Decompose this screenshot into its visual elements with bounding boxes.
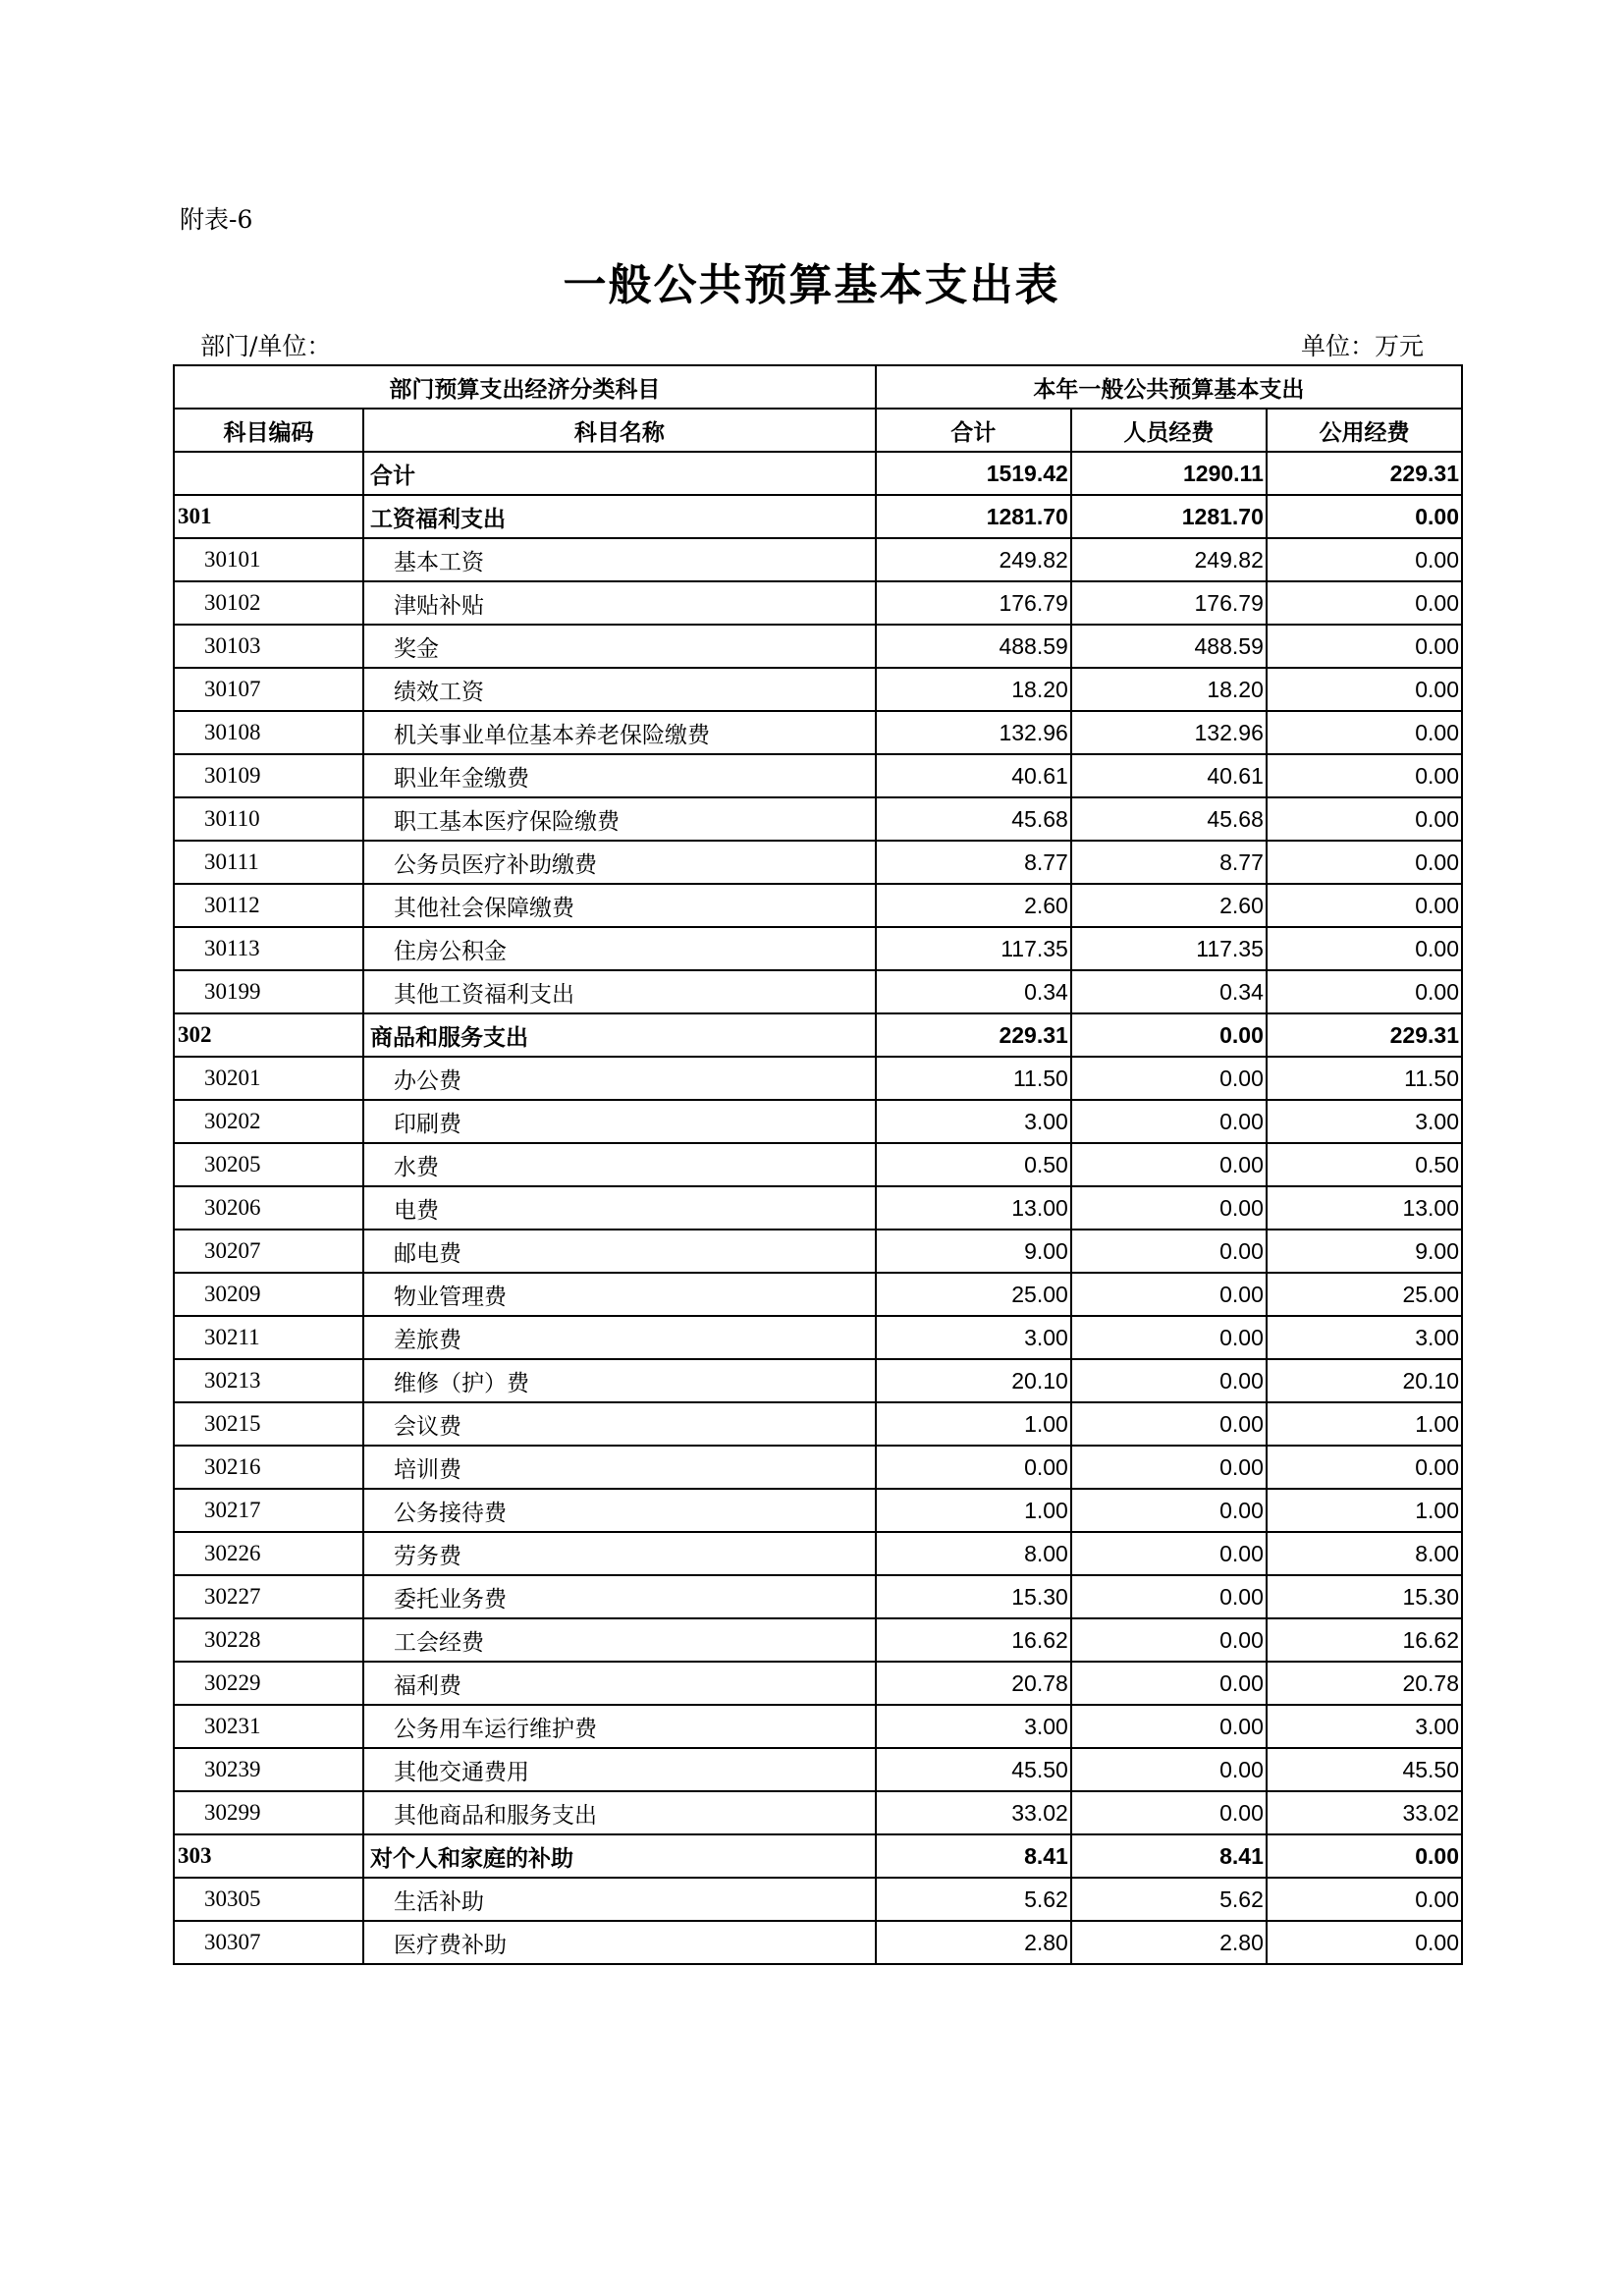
personnel-cost-cell: 8.77 (1071, 841, 1267, 884)
personnel-cost-cell: 0.00 (1071, 1532, 1267, 1575)
public-cost-cell: 0.00 (1267, 1834, 1462, 1878)
personnel-cost-cell: 0.00 (1071, 1316, 1267, 1359)
personnel-cost-cell: 45.68 (1071, 797, 1267, 841)
table-row (174, 538, 1462, 581)
public-cost-cell: 0.00 (1267, 495, 1462, 538)
subject-name-cell: 物业管理费 (363, 1273, 876, 1316)
table-row (174, 754, 1462, 797)
subject-name-cell: 医疗费补助 (363, 1921, 876, 1964)
public-cost-cell: 20.10 (1267, 1359, 1462, 1402)
personnel-cost-cell: 18.20 (1071, 668, 1267, 711)
subject-name-cell: 电费 (363, 1186, 876, 1230)
subject-name-cell: 邮电费 (363, 1230, 876, 1273)
personnel-cost-cell: 1290.11 (1071, 452, 1267, 495)
public-cost-cell: 0.00 (1267, 884, 1462, 927)
subject-name-cell: 对个人和家庭的补助 (363, 1834, 876, 1878)
subject-code-cell: 30231 (174, 1705, 363, 1748)
subject-code-cell: 30107 (174, 668, 363, 711)
table-row (174, 1143, 1462, 1186)
total-cell: 0.34 (876, 970, 1071, 1013)
personnel-cost-cell: 2.60 (1071, 884, 1267, 927)
subject-code-cell: 30101 (174, 538, 363, 581)
total-cell: 1519.42 (876, 452, 1071, 495)
table-row (174, 1359, 1462, 1402)
public-cost-cell: 20.78 (1267, 1662, 1462, 1705)
document-label: 附表-6 (180, 205, 253, 234)
subject-code-cell: 30205 (174, 1143, 363, 1186)
header-subject-name: 科目名称 (363, 409, 876, 452)
subject-name-cell: 基本工资 (363, 538, 876, 581)
header-personnel-cost: 人员经费 (1071, 409, 1267, 452)
subject-name-cell: 委托业务费 (363, 1575, 876, 1618)
personnel-cost-cell: 132.96 (1071, 711, 1267, 754)
total-cell: 117.35 (876, 927, 1071, 970)
public-cost-cell: 0.00 (1267, 581, 1462, 625)
subject-code-cell: 303 (174, 1834, 363, 1878)
subject-name-cell: 其他工资福利支出 (363, 970, 876, 1013)
personnel-cost-cell: 0.00 (1071, 1143, 1267, 1186)
public-cost-cell: 8.00 (1267, 1532, 1462, 1575)
budget-table (173, 364, 1463, 1965)
total-cell: 249.82 (876, 538, 1071, 581)
total-cell: 9.00 (876, 1230, 1071, 1273)
public-cost-cell: 3.00 (1267, 1705, 1462, 1748)
subject-code-cell: 30226 (174, 1532, 363, 1575)
subject-name-cell: 福利费 (363, 1662, 876, 1705)
personnel-cost-cell: 0.00 (1071, 1230, 1267, 1273)
total-cell: 2.60 (876, 884, 1071, 927)
table-row (174, 1791, 1462, 1834)
personnel-cost-cell: 5.62 (1071, 1878, 1267, 1921)
header-public-cost: 公用经费 (1267, 409, 1462, 452)
subject-code-cell: 30215 (174, 1402, 363, 1446)
total-cell: 18.20 (876, 668, 1071, 711)
total-cell: 20.78 (876, 1662, 1071, 1705)
subject-code-cell: 30113 (174, 927, 363, 970)
subject-code-cell: 30217 (174, 1489, 363, 1532)
subject-code-cell: 30207 (174, 1230, 363, 1273)
public-cost-cell: 0.50 (1267, 1143, 1462, 1186)
table-row (174, 1273, 1462, 1316)
subject-name-cell: 生活补助 (363, 1878, 876, 1921)
subject-code-cell: 30209 (174, 1273, 363, 1316)
subject-name-cell: 住房公积金 (363, 927, 876, 970)
subject-name-cell: 劳务费 (363, 1532, 876, 1575)
subject-code-cell: 30307 (174, 1921, 363, 1964)
personnel-cost-cell: 488.59 (1071, 625, 1267, 668)
table-row (174, 1532, 1462, 1575)
personnel-cost-cell: 0.00 (1071, 1489, 1267, 1532)
total-cell: 3.00 (876, 1316, 1071, 1359)
public-cost-cell: 16.62 (1267, 1618, 1462, 1662)
subject-name-cell: 工资福利支出 (363, 495, 876, 538)
table-row (174, 1662, 1462, 1705)
subject-name-cell: 合计 (363, 452, 876, 495)
subject-name-cell: 职业年金缴费 (363, 754, 876, 797)
total-cell: 488.59 (876, 625, 1071, 668)
subject-code-cell: 30206 (174, 1186, 363, 1230)
total-cell: 20.10 (876, 1359, 1071, 1402)
subject-name-cell: 工会经费 (363, 1618, 876, 1662)
public-cost-cell: 229.31 (1267, 1013, 1462, 1057)
total-cell: 15.30 (876, 1575, 1071, 1618)
table-row (174, 1921, 1462, 1964)
personnel-cost-cell: 0.00 (1071, 1186, 1267, 1230)
table-row (174, 668, 1462, 711)
subject-name-cell: 机关事业单位基本养老保险缴费 (363, 711, 876, 754)
total-cell: 1.00 (876, 1402, 1071, 1446)
total-cell: 11.50 (876, 1057, 1071, 1100)
public-cost-cell: 0.00 (1267, 841, 1462, 884)
subject-code-cell: 30202 (174, 1100, 363, 1143)
table-row (174, 797, 1462, 841)
total-cell: 33.02 (876, 1791, 1071, 1834)
table-row (174, 1057, 1462, 1100)
personnel-cost-cell: 0.00 (1071, 1057, 1267, 1100)
total-cell: 8.77 (876, 841, 1071, 884)
table-row (174, 1878, 1462, 1921)
public-cost-cell: 0.00 (1267, 711, 1462, 754)
total-cell: 40.61 (876, 754, 1071, 797)
table-row (174, 495, 1462, 538)
total-cell: 25.00 (876, 1273, 1071, 1316)
header-group-row (174, 365, 1462, 409)
subject-name-cell: 其他交通费用 (363, 1748, 876, 1791)
table-row (174, 1489, 1462, 1532)
page-title: 一般公共预算基本支出表 (563, 260, 1060, 310)
table-row (174, 1316, 1462, 1359)
personnel-cost-cell: 249.82 (1071, 538, 1267, 581)
public-cost-cell: 13.00 (1267, 1186, 1462, 1230)
subject-code-cell: 30201 (174, 1057, 363, 1100)
table-row (174, 711, 1462, 754)
header-classification: 部门预算支出经济分类科目 (174, 365, 876, 409)
subject-name-cell: 绩效工资 (363, 668, 876, 711)
table-row (174, 1186, 1462, 1230)
total-cell: 132.96 (876, 711, 1071, 754)
public-cost-cell: 0.00 (1267, 1921, 1462, 1964)
public-cost-cell: 0.00 (1267, 1446, 1462, 1489)
table-row (174, 625, 1462, 668)
subject-name-cell: 培训费 (363, 1446, 876, 1489)
subject-code-cell: 30211 (174, 1316, 363, 1359)
table-row (174, 1230, 1462, 1273)
total-cell: 0.50 (876, 1143, 1071, 1186)
personnel-cost-cell: 0.00 (1071, 1100, 1267, 1143)
personnel-cost-cell: 1281.70 (1071, 495, 1267, 538)
table-row (174, 884, 1462, 927)
total-cell: 8.41 (876, 1834, 1071, 1878)
public-cost-cell: 15.30 (1267, 1575, 1462, 1618)
subject-code-cell: 30229 (174, 1662, 363, 1705)
subject-code-cell: 30228 (174, 1618, 363, 1662)
table-row (174, 1402, 1462, 1446)
total-cell: 0.00 (876, 1446, 1071, 1489)
subject-code-cell: 302 (174, 1013, 363, 1057)
subject-name-cell: 奖金 (363, 625, 876, 668)
table-row (174, 1748, 1462, 1791)
table-row (174, 1834, 1462, 1878)
table-row (174, 1618, 1462, 1662)
personnel-cost-cell: 0.00 (1071, 1618, 1267, 1662)
personnel-cost-cell: 0.34 (1071, 970, 1267, 1013)
personnel-cost-cell: 0.00 (1071, 1446, 1267, 1489)
total-cell: 3.00 (876, 1100, 1071, 1143)
public-cost-cell: 0.00 (1267, 970, 1462, 1013)
subject-name-cell: 水费 (363, 1143, 876, 1186)
personnel-cost-cell: 176.79 (1071, 581, 1267, 625)
personnel-cost-cell: 0.00 (1071, 1402, 1267, 1446)
subject-name-cell: 差旅费 (363, 1316, 876, 1359)
subject-code-cell: 30103 (174, 625, 363, 668)
total-cell: 176.79 (876, 581, 1071, 625)
public-cost-cell: 0.00 (1267, 754, 1462, 797)
subject-name-cell: 维修（护）费 (363, 1359, 876, 1402)
table-row (174, 1013, 1462, 1057)
public-cost-cell: 9.00 (1267, 1230, 1462, 1273)
total-cell: 5.62 (876, 1878, 1071, 1921)
total-cell: 16.62 (876, 1618, 1071, 1662)
table-row (174, 970, 1462, 1013)
personnel-cost-cell: 0.00 (1071, 1575, 1267, 1618)
table-row (174, 1575, 1462, 1618)
personnel-cost-cell: 117.35 (1071, 927, 1267, 970)
public-cost-cell: 1.00 (1267, 1489, 1462, 1532)
total-cell: 229.31 (876, 1013, 1071, 1057)
personnel-cost-cell: 0.00 (1071, 1359, 1267, 1402)
total-cell: 1.00 (876, 1489, 1071, 1532)
public-cost-cell: 3.00 (1267, 1316, 1462, 1359)
table-row (174, 927, 1462, 970)
personnel-cost-cell: 0.00 (1071, 1273, 1267, 1316)
public-cost-cell: 11.50 (1267, 1057, 1462, 1100)
unit-label: 单位：万元 (1300, 332, 1424, 360)
subject-code-cell: 30239 (174, 1748, 363, 1791)
subject-code-cell: 30110 (174, 797, 363, 841)
personnel-cost-cell: 0.00 (1071, 1791, 1267, 1834)
subject-code-cell: 30111 (174, 841, 363, 884)
subject-code-cell: 30213 (174, 1359, 363, 1402)
department-label: 部门/单位： (200, 332, 332, 360)
public-cost-cell: 0.00 (1267, 797, 1462, 841)
subject-name-cell: 办公费 (363, 1057, 876, 1100)
total-cell: 45.50 (876, 1748, 1071, 1791)
public-cost-cell: 33.02 (1267, 1791, 1462, 1834)
subject-name-cell: 其他社会保障缴费 (363, 884, 876, 927)
public-cost-cell: 0.00 (1267, 927, 1462, 970)
public-cost-cell: 0.00 (1267, 1878, 1462, 1921)
table-row (174, 1446, 1462, 1489)
public-cost-cell: 229.31 (1267, 452, 1462, 495)
public-cost-cell: 0.00 (1267, 668, 1462, 711)
total-cell: 13.00 (876, 1186, 1071, 1230)
subject-code-cell: 30109 (174, 754, 363, 797)
public-cost-cell: 0.00 (1267, 538, 1462, 581)
header-total: 合计 (876, 409, 1071, 452)
subject-name-cell: 印刷费 (363, 1100, 876, 1143)
total-cell: 8.00 (876, 1532, 1071, 1575)
header-column-row (174, 409, 1462, 452)
subject-name-cell: 商品和服务支出 (363, 1013, 876, 1057)
header-subject-code: 科目编码 (174, 409, 363, 452)
public-cost-cell: 0.00 (1267, 625, 1462, 668)
table-row (174, 841, 1462, 884)
subject-name-cell: 公务员医疗补助缴费 (363, 841, 876, 884)
table-row (174, 1100, 1462, 1143)
public-cost-cell: 3.00 (1267, 1100, 1462, 1143)
total-cell: 3.00 (876, 1705, 1071, 1748)
personnel-cost-cell: 40.61 (1071, 754, 1267, 797)
total-cell: 2.80 (876, 1921, 1071, 1964)
subject-code-cell: 30216 (174, 1446, 363, 1489)
subject-name-cell: 职工基本医疗保险缴费 (363, 797, 876, 841)
table-body (174, 452, 1462, 1964)
subject-code-cell: 30102 (174, 581, 363, 625)
total-cell: 1281.70 (876, 495, 1071, 538)
subject-code-cell: 30108 (174, 711, 363, 754)
public-cost-cell: 1.00 (1267, 1402, 1462, 1446)
personnel-cost-cell: 0.00 (1071, 1705, 1267, 1748)
personnel-cost-cell: 0.00 (1071, 1662, 1267, 1705)
public-cost-cell: 45.50 (1267, 1748, 1462, 1791)
subject-code-cell: 30112 (174, 884, 363, 927)
subject-name-cell: 津贴补贴 (363, 581, 876, 625)
subject-code-cell: 30227 (174, 1575, 363, 1618)
subject-name-cell: 会议费 (363, 1402, 876, 1446)
header-basic-expenditure: 本年一般公共预算基本支出 (876, 365, 1462, 409)
subject-code-cell: 30299 (174, 1791, 363, 1834)
table-row (174, 581, 1462, 625)
personnel-cost-cell: 2.80 (1071, 1921, 1267, 1964)
subject-code-cell: 30199 (174, 970, 363, 1013)
subject-name-cell: 公务接待费 (363, 1489, 876, 1532)
table-row (174, 1705, 1462, 1748)
total-cell: 45.68 (876, 797, 1071, 841)
subject-code-cell: 30305 (174, 1878, 363, 1921)
subject-name-cell: 其他商品和服务支出 (363, 1791, 876, 1834)
personnel-cost-cell: 8.41 (1071, 1834, 1267, 1878)
subject-code-cell (174, 452, 363, 495)
personnel-cost-cell: 0.00 (1071, 1748, 1267, 1791)
subject-name-cell: 公务用车运行维护费 (363, 1705, 876, 1748)
public-cost-cell: 25.00 (1267, 1273, 1462, 1316)
table-row (174, 452, 1462, 495)
subject-code-cell: 301 (174, 495, 363, 538)
personnel-cost-cell: 0.00 (1071, 1013, 1267, 1057)
